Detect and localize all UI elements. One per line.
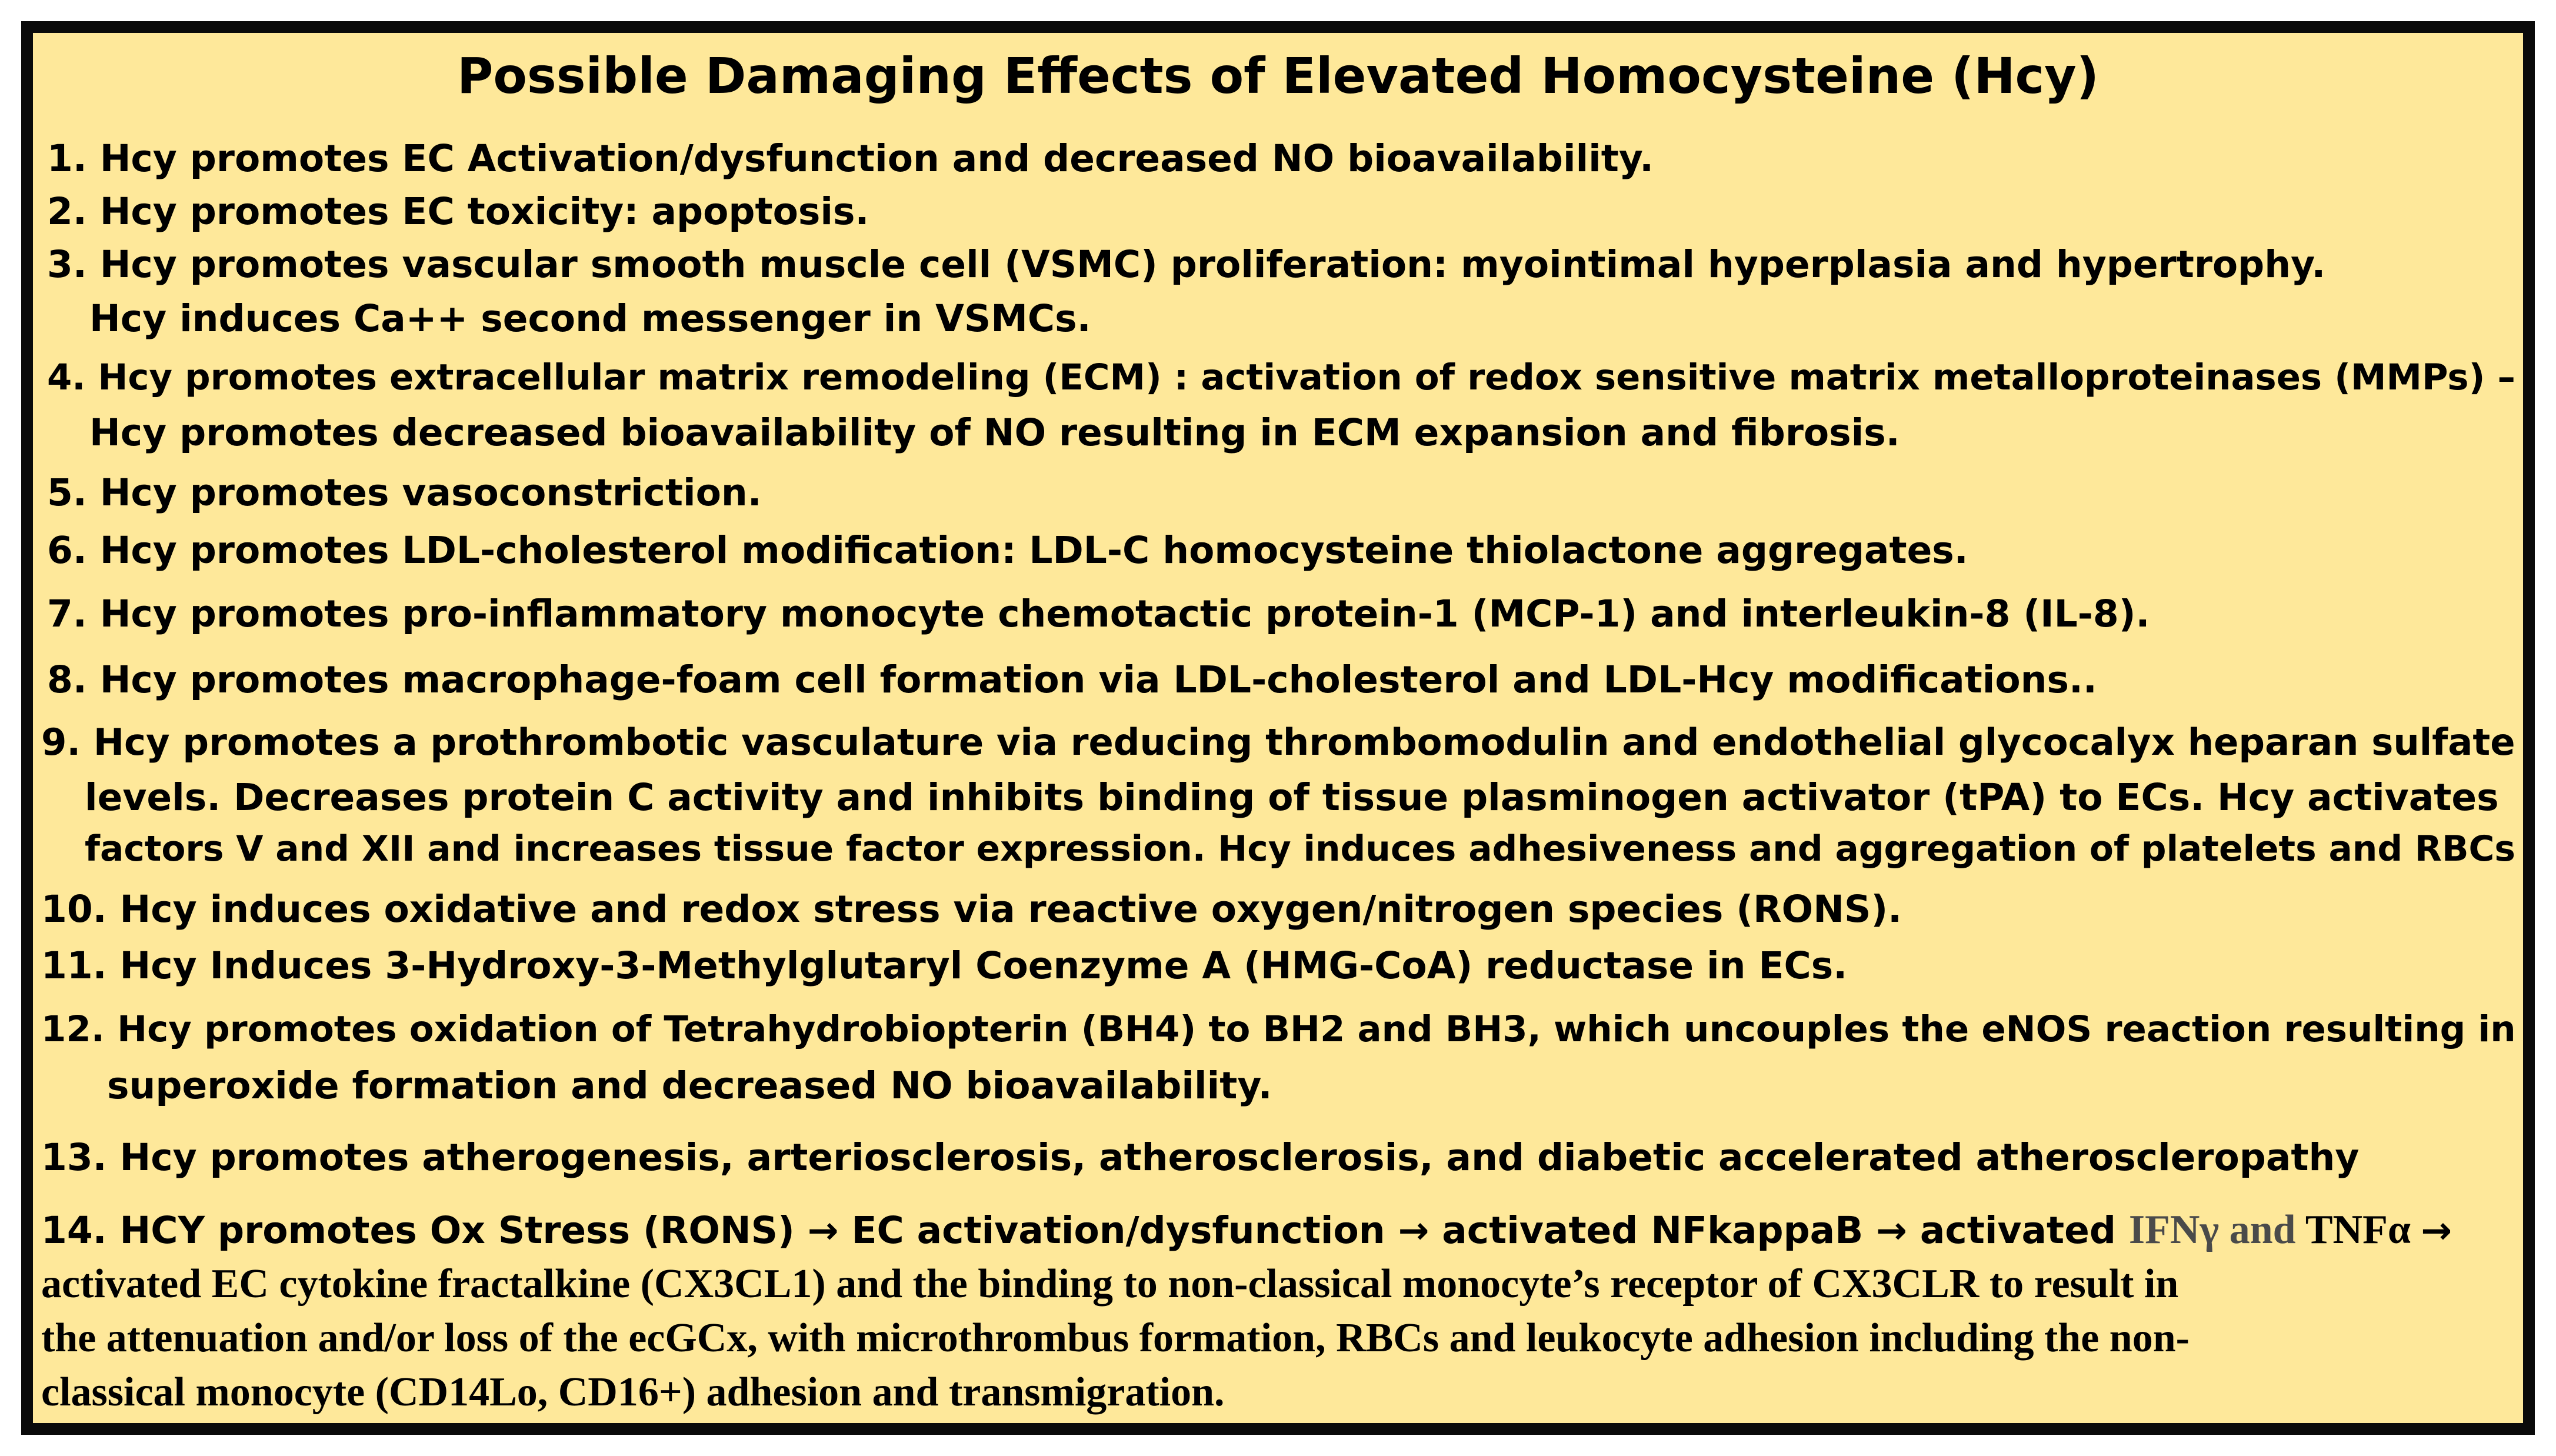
item-6-line-1: 6. Hcy promotes LDL-cholesterol modification: LDL-C homocysteine thiolactone aggregates. <box>47 529 1968 572</box>
item-11-line-1: 11. Hcy Induces 3-Hydroxy-3-Methylglutaryl Coenzyme A (HMG-CoA) reductase in ECs. <box>41 944 1848 987</box>
item-14-segment: TNFα <box>2295 1207 2421 1252</box>
item-2-line-1: 2. Hcy promotes EC toxicity: apoptosis. <box>47 190 869 233</box>
item-9-line-1: 9. Hcy promotes a prothrombotic vasculature via reducing thrombomodulin and endothelial glycocalyx heparan sulfate <box>41 721 2515 764</box>
item-14-segment: IFNγ and <box>2128 1207 2296 1252</box>
item-1-line-1: 1. Hcy promotes EC Activation/dysfunction and decreased NO bioavailability. <box>47 137 1654 180</box>
item-8-line-1: 8. Hcy promotes macrophage-foam cell formation via LDL-cholesterol and LDL-Hcy modifications.. <box>47 658 2097 701</box>
arrow-icon: → <box>807 1209 839 1252</box>
item-4-line-2: Hcy promotes decreased bioavailability of NO resulting in ECM expansion and fibrosis. <box>89 411 1900 454</box>
item-3-line-1: 3. Hcy promotes vascular smooth muscle cell (VSMC) proliferation: myointimal hyperplasia and hypertrophy. <box>47 243 2326 286</box>
item-14-line-2: activated EC cytokine fractalkine (CX3CL1) and the binding to non-classical monocyte’s receptor of CX3CLR to result in <box>41 1261 2179 1307</box>
item-12-line-2: superoxide formation and decreased NO bioavailability. <box>107 1064 1272 1107</box>
item-14-line-3: the attenuation and/or loss of the ecGCx, with microthrombus formation, RBCs and leukocyte adhesion including the non- <box>41 1315 2190 1361</box>
item-9-line-2: levels. Decreases protein C activity and inhibits binding of tissue plasminogen activator (tPA) to ECs. Hcy activates <box>85 776 2499 819</box>
item-4-line-1: 4. Hcy promotes extracellular matrix remodeling (ECM) : activation of redox sensitive matrix metalloproteinases (MMPs) – <box>47 357 2515 398</box>
page-title: Possible Damaging Effects of Elevated Homocysteine (Hcy) <box>456 47 2100 105</box>
info-panel <box>21 21 2535 1435</box>
item-13-line-1: 13. Hcy promotes atherogenesis, arteriosclerosis, atherosclerosis, and diabetic accelerated atheroscleropathy <box>41 1136 2360 1179</box>
item-14-segment: activated <box>1907 1209 2129 1252</box>
arrow-icon: → <box>1398 1209 1429 1252</box>
arrow-icon: → <box>1876 1209 1907 1252</box>
item-3-line-2: Hcy induces Ca++ second messenger in VSMCs. <box>89 297 1091 340</box>
item-5-line-1: 5. Hcy promotes vasoconstriction. <box>47 471 762 514</box>
item-14-line-4: classical monocyte (CD14Lo, CD16+) adhesion and transmigration. <box>41 1370 1225 1415</box>
item-14-segment: activated NFkappaB <box>1429 1209 1877 1252</box>
item-14-segment: 14. HCY promotes Ox Stress (RONS) <box>41 1209 808 1252</box>
item-12-line-1: 12. Hcy promotes oxidation of Tetrahydrobiopterin (BH4) to BH2 and BH3, which uncouples the eNOS reaction resulting in <box>41 1008 2516 1050</box>
item-14-segment: EC activation/dysfunction <box>838 1209 1398 1252</box>
arrow-icon: → <box>2421 1209 2452 1252</box>
item-10-line-1: 10. Hcy induces oxidative and redox stress via reactive oxygen/nitrogen species (RONS). <box>41 888 1902 931</box>
item-14-line-1 <box>41 1207 2452 1252</box>
item-7-line-1: 7. Hcy promotes pro-inflammatory monocyte chemotactic protein-1 (MCP-1) and interleukin-8 (IL-8). <box>47 592 2150 635</box>
item-9-line-3: factors V and XII and increases tissue factor expression. Hcy induces adhesiveness and aggregation of platelets and RBCs <box>85 829 2515 869</box>
